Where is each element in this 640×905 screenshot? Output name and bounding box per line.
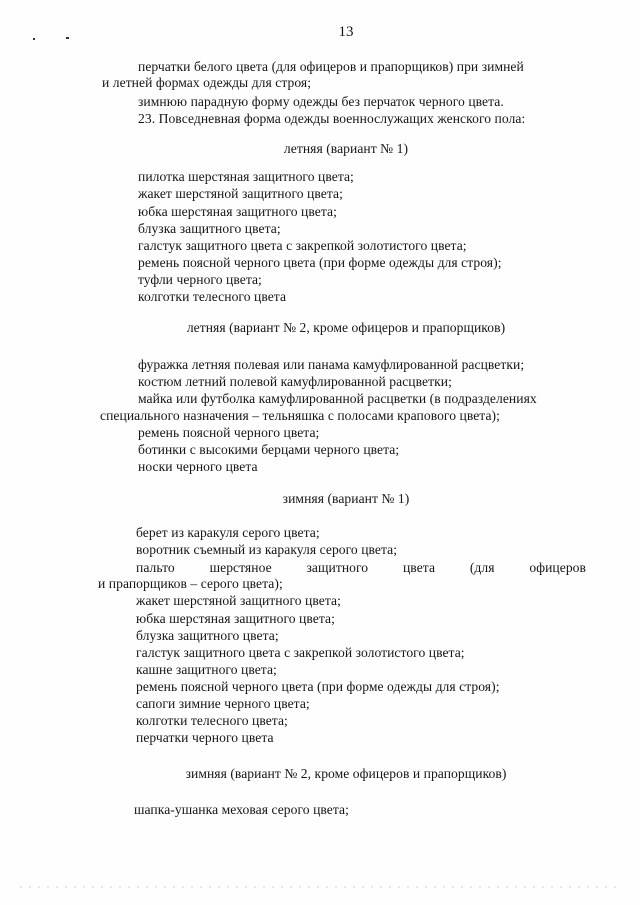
list-item: перчатки черного цвета <box>136 730 274 745</box>
section-heading: зимняя (вариант № 1) <box>282 491 410 506</box>
scan-edge-noise <box>20 886 620 888</box>
section-heading: летняя (вариант № 1) <box>283 141 409 156</box>
word: шерстяное <box>209 560 272 575</box>
list-item: берет из каракуля серого цвета; <box>136 525 320 540</box>
word: пальто <box>136 560 175 575</box>
list-item: галстук защитного цвета с закрепкой золотистого цвета; <box>138 238 467 253</box>
list-item: блузка защитного цвета; <box>138 221 281 236</box>
list-item: пилотка шерстяная защитного цвета; <box>138 169 354 184</box>
list-item-continuation: и прапорщиков – серого цвета); <box>98 576 283 591</box>
word: офицеров <box>529 560 586 575</box>
paragraph-line: и летней формах одежды для строя; <box>102 75 312 90</box>
word: цвета <box>402 560 436 575</box>
word: защитного <box>306 560 369 575</box>
list-item: галстук защитного цвета с закрепкой золотистого цвета; <box>136 645 465 660</box>
section-heading: летняя (вариант № 2, кроме офицеров и прапорщиков) <box>186 320 506 335</box>
list-item: шапка-ушанка меховая серого цвета; <box>134 802 349 817</box>
list-item-continuation: специального назначения – тельняшка с полосами крапового цвета); <box>100 408 500 423</box>
list-item: носки черного цвета <box>138 459 258 474</box>
page-number: 13 <box>338 24 354 40</box>
list-item: костюм летний полевой камуфлированной расцветки; <box>138 374 452 389</box>
list-item: жакет шерстяной защитного цвета; <box>136 593 341 608</box>
list-item: ремень поясной черного цвета (при форме одежды для строя); <box>136 679 500 694</box>
word: (для <box>469 560 495 575</box>
list-item: колготки телесного цвета; <box>136 713 288 728</box>
list-item: майка или футболка камуфлированной расцветки (в подразделениях <box>138 391 537 406</box>
list-item: воротник съемный из каракуля серого цвета; <box>136 542 398 557</box>
list-item: туфли черного цвета; <box>138 272 262 287</box>
list-item: юбка шерстяная защитного цвета; <box>138 204 337 219</box>
paragraph-line: перчатки белого цвета (для офицеров и прапорщиков) при зимней <box>138 59 524 74</box>
list-item: сапоги зимние черного цвета; <box>136 696 310 711</box>
list-item: ремень поясной черного цвета (при форме одежды для строя); <box>138 255 502 270</box>
paragraph-line: зимнюю парадную форму одежды без перчаток черного цвета. <box>138 94 504 109</box>
list-item: блузка защитного цвета; <box>136 628 279 643</box>
list-item: колготки телесного цвета <box>138 289 287 304</box>
list-item: ботинки с высокими берцами черного цвета; <box>138 442 400 457</box>
list-item: ремень поясной черного цвета; <box>138 425 320 440</box>
paragraph-line: 23. Повседневная форма одежды военнослужащих женского пола: <box>138 111 526 126</box>
list-item: кашне защитного цвета; <box>136 662 277 677</box>
list-item: фуражка летняя полевая или панама камуфлированной расцветки; <box>138 357 525 372</box>
list-item: жакет шерстяной защитного цвета; <box>138 186 343 201</box>
list-item: юбка шерстяная защитного цвета; <box>136 611 335 626</box>
section-heading: зимняя (вариант № 2, кроме офицеров и прапорщиков) <box>185 766 507 781</box>
list-item <box>136 560 586 576</box>
